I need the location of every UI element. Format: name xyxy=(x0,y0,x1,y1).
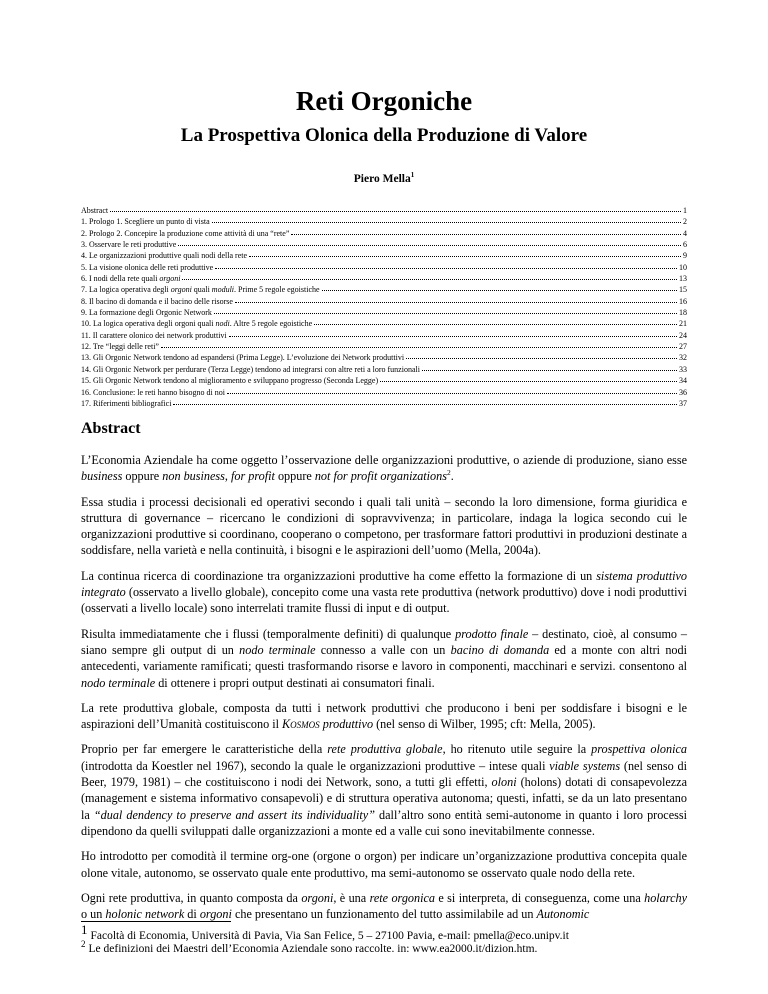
footnote-divider xyxy=(81,921,231,922)
author-name: Piero Mella$^1$ xyxy=(353,171,415,185)
toc-entry[interactable]: 6. I nodi della rete quali orgoni 13 xyxy=(81,274,687,284)
paragraph: Essa studia i processi decisionali ed operativi secondo i quali tali unità – secondo la loro dimensione, forma giuridica e struttura di governance – ricercano le condizioni di sopravvivenza; in particolare, indaga la logica secondo cui le organizzazioni produttive si coordinano, cooperano o competono, per trasformare fattori produttivi in produzioni destinate a soddisfare, nella varietà e nella continuità, i bisogni e le aspirazioni dell’uomo (Mella, 2004a). xyxy=(81,494,687,558)
table-of-contents xyxy=(81,205,687,409)
section-heading: Abstract xyxy=(81,420,141,437)
toc-entry[interactable]: 13. Gli Orgonic Network tendono ad espandersi (Prima Legge). L’evoluzione dei Network produttivi 32 xyxy=(81,353,687,363)
footnotes xyxy=(81,922,721,956)
toc-entry[interactable]: 14. Gli Orgonic Network per perdurare (Terza Legge) tendono ad integrarsi con altre reti a loro funzionali 33 xyxy=(81,364,687,374)
document-title: Reti Orgoniche xyxy=(295,86,473,116)
footnote-ref[interactable]: 1 xyxy=(410,171,415,180)
toc-entry[interactable]: 3. Osservare le reti produttive 6 xyxy=(81,240,687,250)
toc-entry[interactable]: 4. Le organizzazioni produttive quali nodi della rete 9 xyxy=(81,251,687,261)
document-subtitle: La Prospettiva Olonica della Produzione di Valore xyxy=(180,125,588,146)
toc-entry[interactable]: 5. La visione olonica delle reti produttive 10 xyxy=(81,262,687,272)
toc-entry[interactable]: Abstract 1 xyxy=(81,206,687,215)
toc-entry[interactable]: 1. Prologo 1. Scegliere un punto di vista 2 xyxy=(81,217,687,227)
paragraph: Ogni rete produttiva, in quanto composta da orgoni, è una rete orgonica e si interpreta, di conseguenza, come una holarchy o un holonic network di orgoni che presentano un funzionamento del tutto assimilabile ad un Autonomic xyxy=(81,890,687,922)
toc-entry[interactable]: 17. Riferimenti bibliografici 37 xyxy=(81,398,687,408)
toc-entry[interactable]: 2. Prologo 2. Concepire la produzione come attività di una “rete” 4 xyxy=(81,228,687,238)
paragraph: La continua ricerca di coordinazione tra organizzazioni produttive ha come effetto la formazione di un sistema produttivo integrato (osservato a livello globale), concepito come una vasta rete produttiva (network produttivo) dove i nodi produttivi (osservati a livello locale) sono interrelati tramite flussi di input e di output. xyxy=(81,568,687,616)
toc-entry[interactable]: 10. La logica operativa degli orgoni quali nodi. Altre 5 regole egoistiche 21 xyxy=(81,319,687,329)
footnote: $^1$ Facoltà di Economia, Università di Pavia, Via San Felice, 5 – 27100 Pavia, e-mail: pmella@eco.unipv.it xyxy=(81,922,569,942)
toc-entry[interactable]: 12. Tre “leggi delle reti” 27 xyxy=(81,342,687,352)
toc-entry[interactable]: 8. Il bacino di domanda e il bacino delle risorse 16 xyxy=(81,296,687,306)
abstract-body xyxy=(81,452,687,931)
toc-entry[interactable]: 11. Il carattere olonico dei network produttivi 24 xyxy=(81,330,687,340)
toc-entry[interactable]: 9. La formazione degli Orgonic Network 18 xyxy=(81,308,687,318)
paragraph: Risulta immediatamente che i flussi (temporalmente definiti) di qualunque prodotto finale – destinato, cioè, al consumo – siano sempre gli output di un nodo terminale connesso a valle con un bacino di domanda ed a monte con altri nodi antecedenti, variamente ramificati; questi trasformando risorse e lavoro in componenti, macchinari e servizi. consentono al nodo terminale di ottenere i propri output destinati ai consumatori finali. xyxy=(81,626,688,690)
footnote-ref[interactable]: 2 xyxy=(447,468,451,478)
toc-entry[interactable]: 15. Gli Orgonic Network tendono al miglioramento e sviluppano progresso (Seconda Legge) 34 xyxy=(81,376,687,386)
paragraph: L’Economia Aziendale ha come oggetto l’osservazione delle organizzazioni produttive, o aziende di produzione, siano esse business oppure non business, for profit oppure not for profit organizations$^2$. xyxy=(81,453,687,484)
footnote: $^2$ Le definizioni dei Maestri dell’Economia Aziendale sono raccolte. in: www.ea2000.it/dizion.htm. xyxy=(81,939,538,955)
paragraph: Proprio per far emergere le caratteristiche della rete produttiva globale, ho ritenuto utile seguire la prospettiva olonica (introdotta da Koestler nel 1967), secondo la quale le organizzazioni produttive – intese quali viable systems (nel senso di Beer, 1979, 1981) – che costituiscono i nodi dei Network, sono, a tutti gli effetti, oloni (holons) dotati di consapevolezza (management e sistema informativo consapevoli) e di struttura operativa autonoma; questi, infatti, se da un lato presentano la “dual dendency to preserve and assert its individuality” dall’altro sono entità semi-autonome in quanto i loro processi dipendono da quelli sviluppati dalle organizzazioni a monte ed a valle cui sono inevitabilmente connesse. xyxy=(81,742,688,838)
toc-entry[interactable]: 16. Conclusione: le reti hanno bisogno di noi 36 xyxy=(81,387,687,397)
toc-entry[interactable]: 7. La logica operativa degli orgoni quali moduli. Prime 5 regole egoistiche 15 xyxy=(81,285,687,295)
paragraph: La rete produttiva globale, composta da tutti i network produttivi che producono i beni per soddisfare i bisogni e le aspirazioni dell’Umanità costituiscono il Kosmos produttivo (nel senso di Wilber, 1995; cft: Mella, 2005). xyxy=(81,700,687,732)
paragraph: Ho introdotto per comodità il termine org-one (orgone o orgon) per indicare un’organizzazione produttiva concepita quale olone vitale, autonomo, se osservato quale ente produttivo, ma semi-autonomo se osservato quale nodo della rete. xyxy=(81,849,687,880)
